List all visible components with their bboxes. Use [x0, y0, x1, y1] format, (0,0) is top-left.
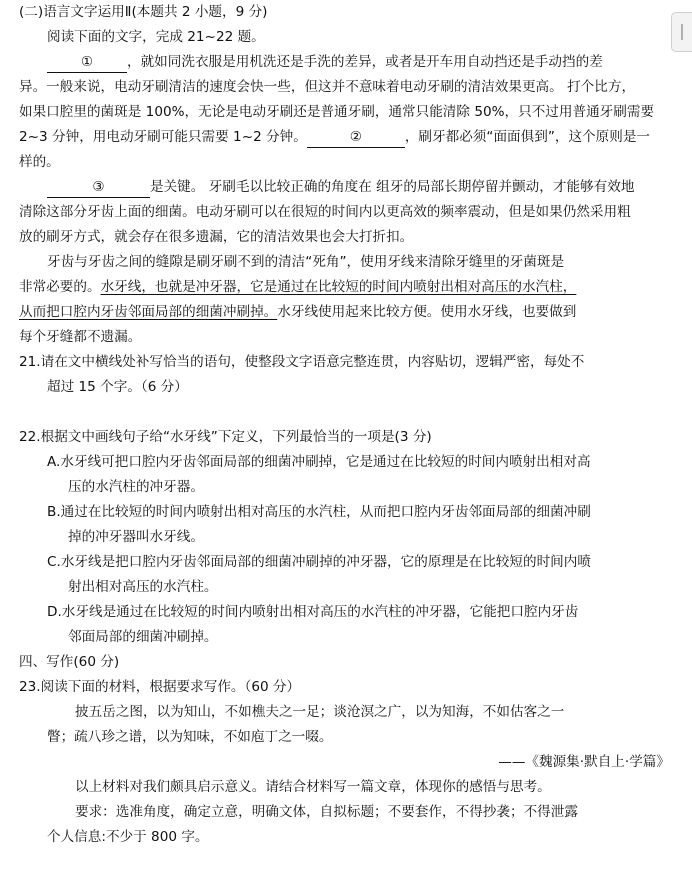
- passage-p3-line4: 每个牙缝都不遗漏。: [19, 329, 142, 345]
- question-22-stem: 22.根据文中画线句子给“水牙线”下定义，下列最恰当的一项是(3 分): [19, 429, 432, 445]
- option-c-line2[interactable]: 射出相对高压的水汽柱。: [68, 579, 218, 595]
- blank-1[interactable]: ①: [47, 53, 127, 73]
- passage-p2-line2: 清除这部分牙齿上面的细菌。电动牙刷可以在很短的时间内以更高效的频率震动，但是如果仍然采用粗: [19, 204, 631, 220]
- passage-p1-line1: ① ，就如同洗衣服是用机洗还是手洗的差异，或者是开车用自动挡还是手动挡的差: [47, 50, 603, 74]
- option-a-line1[interactable]: A.水牙线可把口腔内牙齿邻面局部的细菌冲刷掉，它是通过在比较短的时间内喷射出相对高: [47, 454, 591, 470]
- blank-2[interactable]: ②: [307, 128, 405, 148]
- material-line2: 瞥；疏八珍之谱，以为知味，不如庖丁之一啜。: [47, 729, 333, 745]
- passage-p3-line3: 从而把口腔内牙齿邻面局部的细菌冲刷掉。水牙线使用起来比较方便。使用水牙线，也要做到: [19, 304, 577, 320]
- section-4-title: 四、写作(60 分): [19, 654, 120, 670]
- passage-p3-line2: 非常必要的。水牙线，也就是冲牙器，它是通过在比较短的时间内喷射出相对高压的水汽柱，: [19, 279, 577, 295]
- question-21-line1: 21.请在文中横线处补写恰当的语句，使整段文字语意完整连贯，内容贴切，逻辑严密，每处不: [19, 354, 585, 370]
- passage-p1-line2: 异。一般来说，电动牙刷清洁的速度会快一些，但这并不意味着电动牙刷的清洁效果更高。 打个比方，: [19, 79, 636, 95]
- requirements-line2: 个人信息:不少于 800 字。: [47, 829, 209, 845]
- option-d-line1[interactable]: D.水牙线是通过在比较短的时间内喷射出相对高压的水汽柱的冲牙器，它能把口腔内牙齿: [47, 604, 579, 620]
- question-21-line2: 超过 15 个字。（6 分）: [47, 379, 188, 395]
- section-2-title: (二)语言文字运用Ⅱ(本题共 2 小题，9 分): [19, 4, 268, 20]
- material-source: ——《魏源集·默自上·学篇》: [498, 754, 670, 770]
- passage-p1-line3: 如果口腔里的菌斑是 100%，无论是电动牙刷还是普通牙刷，通常只能清除 50%，只不过用普通牙刷需要: [19, 104, 655, 120]
- blank-3[interactable]: ③: [47, 178, 150, 198]
- requirements-line1: 要求：选准角度，确定立意，明确文体，自拟标题；不要套作，不得抄袭；不得泄露: [75, 804, 578, 820]
- reading-instruction: 阅读下面的文字，完成 21~22 题。: [47, 29, 265, 45]
- option-a-line2[interactable]: 压的水汽柱的冲牙器。: [68, 479, 204, 495]
- passage-p2-line3: 放的刷牙方式，就会存在很多遗漏，它的清洁效果也会大打折扣。: [19, 229, 414, 245]
- scroll-handle[interactable]: [671, 12, 692, 52]
- passage-p2-line1: ③ 是关键。 牙刷毛以比较正确的角度在 组牙的局部长期停留并颤动，才能够有效地: [47, 175, 634, 199]
- option-c-line1[interactable]: C.水牙线是把口腔内牙齿邻面局部的细菌冲刷掉的冲牙器，它的原理是在比较短的时间内喷: [47, 554, 591, 570]
- passage-p3-line1: 牙齿与牙齿之间的缝隙是刷牙刷不到的清洁“死角”，使用牙线来清除牙缝里的牙菌斑是: [47, 254, 565, 270]
- option-b-line1[interactable]: B.通过在比较短的时间内喷射出相对高压的水汽柱，从而把口腔内牙齿邻面局部的细菌冲刷: [47, 504, 591, 520]
- question-23-stem: 23.阅读下面的材料，根据要求写作。（60 分）: [19, 679, 301, 695]
- option-d-line2[interactable]: 邻面局部的细菌冲刷掉。: [68, 629, 218, 645]
- option-b-line2[interactable]: 掉的冲牙器叫水牙线。: [68, 529, 204, 545]
- passage-p1-line4: 2~3 分钟，用电动牙刷可能只需要 1~2 分钟。 ② ，刷牙都必须“面面俱到”，这个原则是一: [19, 125, 650, 149]
- prompt-line: 以上材料对我们颇具启示意义。请结合材料写一篇文章，体现你的感悟与思考。: [75, 779, 551, 795]
- underlined-sentence-part2: 从而把口腔内牙齿邻面局部的细菌冲刷掉。: [19, 304, 278, 320]
- passage-p1-line5: 样的。: [19, 154, 60, 170]
- material-line1: 披五岳之图，以为知山，不如樵夫之一足；谈沧溟之广，以为知海，不如估客之一: [75, 704, 565, 720]
- underlined-sentence-part1: 水牙线，也就是冲牙器，它是通过在比较短的时间内喷射出相对高压的水汽柱，: [100, 279, 577, 295]
